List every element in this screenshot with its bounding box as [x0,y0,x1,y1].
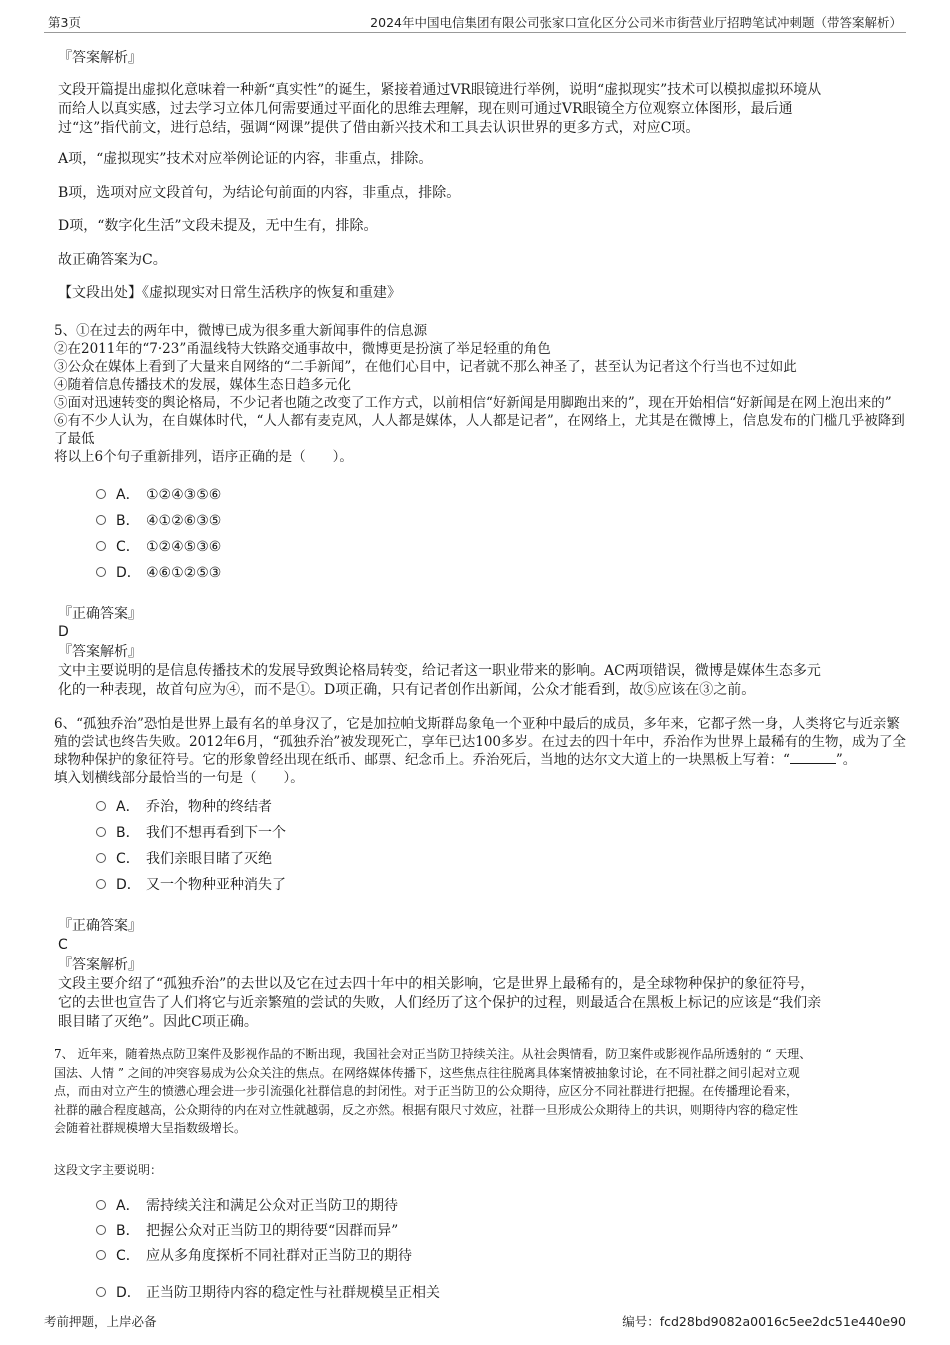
q6-option-b[interactable]: B． 我们不想再看到下一个 [96,823,286,843]
page-footer [44,1312,906,1332]
q6-line: 殖的尝试也终告失败。2012年6月，“孤独乔治”被发现死亡，享年已达100多岁。在过去的四十年中，乔治作为世界上最稀有的生物，成为了全 [54,734,907,750]
q5-stem [54,322,905,466]
q6-analysis-line: 文段主要介绍了“孤独乔治”的去世以及它在过去四十年中的相关影响，它是世界上最稀有的，是全球物种保护的象征符号， [58,976,815,992]
q6-line: 6、“孤独乔治”恐怕是世界上最有名的单身汉了，它是加拉帕戈斯群岛象龟一个亚种中最后的成员，多年来，它都孑然一身，人类将它与近亲繁 [54,716,900,732]
q4-point-d: D项，“数字化生活”文段未提及，无中生有，排除。 [58,218,378,234]
q6-stem [54,715,906,787]
q7-option-d[interactable]: D． 正当防卫期待内容的稳定性与社群规模呈正相关 [96,1283,440,1303]
q5-line: ⑥有不少人认为，在自媒体时代，“人人都有麦克风，人人都是媒体，人人都是记者”，在网络上，尤其是在微博上，信息发布的门槛几乎被降到 [54,413,905,429]
radio-icon[interactable] [96,1287,106,1297]
q7-line: 社群的融合程度越高，公众期待的内在对立性就越弱，反之亦然。根据有限尺寸效应，社群一旦形成公众期待上的共识，则期待内容的稳定性 [54,1102,799,1117]
q5-line: ⑤面对迅速转变的舆论格局，不少记者也随之改变了工作方式，以前相信“好新闻是用脚跑出来的”，现在开始相信“好新闻是在网上泡出来的” [54,395,892,411]
q4-analysis-text [58,81,821,138]
q5-analysis-text [58,662,821,700]
q7-prompt: 这段文字主要说明： [54,1163,163,1177]
q4-conclusion: 故正确答案为C。 [58,252,167,268]
q5-analysis-line: 化的一种表现，故首句应为④，而不是①。D项正确，只有记者创作出新闻，公众才能看到，故⑤应该在③之前。 [58,682,756,698]
document-code: 编号：fcd28bd9082a0016c5ee2dc51e440e90 [622,1314,906,1329]
q6-analysis-line: 眼目睹了灭绝”。因此C项正确。 [58,1014,258,1030]
q5-option-d[interactable]: D． ④⑥①②⑤③ [96,563,221,583]
document-title: 2024年中国电信集团有限公司张家口宣化区分公司米市街营业厅招聘笔试冲刺题（带答案解析） [370,15,902,30]
radio-icon[interactable] [96,827,106,837]
q5-line: 5、①在过去的两年中，微博已成为很多重大新闻事件的信息源 [54,323,428,339]
q7-option-b[interactable]: B． 把握公众对正当防卫的期待要“因群而异” [96,1221,398,1241]
q5-option-a[interactable]: A． ①②④③⑤⑥ [96,485,221,505]
q4-analysis-line: 文段开篇提出虚拟化意味着一种新“真实性”的诞生，紧接着通过VR眼镜进行举例，说明“虚拟现实”技术可以模拟虚拟环境从 [58,82,822,98]
q5-answer: D [58,624,69,640]
q4-point-b: B项，选项对应文段首句，为结论句前面的内容，非重点，排除。 [58,185,461,201]
radio-icon[interactable] [96,801,106,811]
q4-source: 【文段出处】《虚拟现实对日常生活秩序的恢复和重建》 [58,285,401,301]
q7-option-a[interactable]: A． 需持续关注和满足公众对正当防卫的期待 [96,1196,398,1216]
q6-line: 球物种保护的象征符号。它的形象曾经出现在纸币、邮票、纪念币上。乔治死后，当地的达尔文大道上的一块黑板上写着：“ ”。 [54,752,857,768]
radio-icon[interactable] [96,879,106,889]
q7-option-c[interactable]: C． 应从多角度探析不同社群对正当防卫的期待 [96,1246,412,1266]
q4-analysis-line: 而给人以真实感，过去学习立体几何需要通过平面化的思维去理解，现在则可通过VR眼镜全方位观察立体图形，最后通 [58,101,793,117]
q5-line: ③公众在媒体上看到了大量来自网络的“二手新闻”，在他们心目中，记者就不那么神圣了，甚至认为记者这个行当也不过如此 [54,359,797,375]
page-header [44,12,906,33]
q7-stem [54,1045,811,1138]
q6-option-a[interactable]: A． 乔治，物种的终结者 [96,797,272,817]
q6-prompt: 填入划横线部分最恰当的一句是（ ）。 [54,770,304,786]
q6-option-d[interactable]: D． 又一个物种亚种消失了 [96,875,286,895]
radio-icon[interactable] [96,489,106,499]
q7-line: 点，而由对立产生的愤懑心理会进一步引流强化社群信息的封闭性。对于正当防卫的公众期待，应区分不同社群进行把握。在传播理论看来， [54,1084,799,1098]
page-number: 第3页 [48,15,81,30]
q5-analysis-line: 文中主要说明的是信息传播技术的发展导致舆论格局转变，给记者这一职业带来的影响。AC两项错误，微博是媒体生态多元 [58,663,821,679]
q4-point-a: A项，“虚拟现实”技术对应举例论证的内容，非重点，排除。 [58,151,433,167]
q7-line: 7、 近年来，随着热点防卫案件及影视作品的不断出现，我国社会对正当防卫持续关注。从社会舆情看，防卫案件或影视作品所透射的 “ 天理、 [54,1047,812,1061]
q4-analysis-line: 过“这”指代前文，进行总结，强调“网课”提供了借由新兴技术和工具去认识世界的更多方式，对应C项。 [58,120,700,136]
radio-icon[interactable] [96,853,106,863]
q6-option-c[interactable]: C． 我们亲眼目睹了灭绝 [96,849,272,869]
q7-line: 会随着社群规模增大呈指数级增长。 [54,1121,247,1135]
q5-line: 将以上6个句子重新排列，语序正确的是（ ）。 [54,449,353,465]
q4-analysis-title: 『答案解析』 [58,50,142,66]
q5-analysis-title: 『答案解析』 [58,644,142,660]
q6-answer: C [58,937,68,953]
q5-line: ④随着信息传播技术的发展，媒体生态日趋多元化 [54,377,351,393]
q5-answer-title: 『正确答案』 [58,606,142,622]
q7-line: 国法、人情 ” 之间的冲突容易成为公众关注的焦点。在网络媒体传播下，这些焦点往往脱离具体案情被抽象讨论，在不同社群之间引起对立观 [54,1065,800,1080]
q5-option-c[interactable]: C． ①②④⑤③⑥ [96,537,221,557]
radio-icon[interactable] [96,1225,106,1235]
radio-icon[interactable] [96,1250,106,1260]
q5-option-b[interactable]: B． ④①②⑥③⑤ [96,511,221,531]
q5-line: 了最低 [54,431,95,447]
radio-icon[interactable] [96,541,106,551]
q6-analysis-text [58,975,821,1032]
radio-icon[interactable] [96,515,106,525]
radio-icon[interactable] [96,1200,106,1210]
radio-icon[interactable] [96,567,106,577]
q6-analysis-line: 它的去世也宣告了人们将它与近亲繁殖的尝试的失败，人们经历了这个保护的过程，则最适合在黑板上标记的应该是“我们亲 [58,995,822,1011]
q6-analysis-title: 『答案解析』 [58,957,142,973]
q5-line: ②在2011年的“7·23”甬温线特大铁路交通事故中，微博更是扮演了举足轻重的角色 [54,341,551,357]
q6-answer-title: 『正确答案』 [58,918,142,934]
footer-slogan: 考前押题，上岸必备 [44,1314,157,1329]
fill-blank [790,751,836,764]
